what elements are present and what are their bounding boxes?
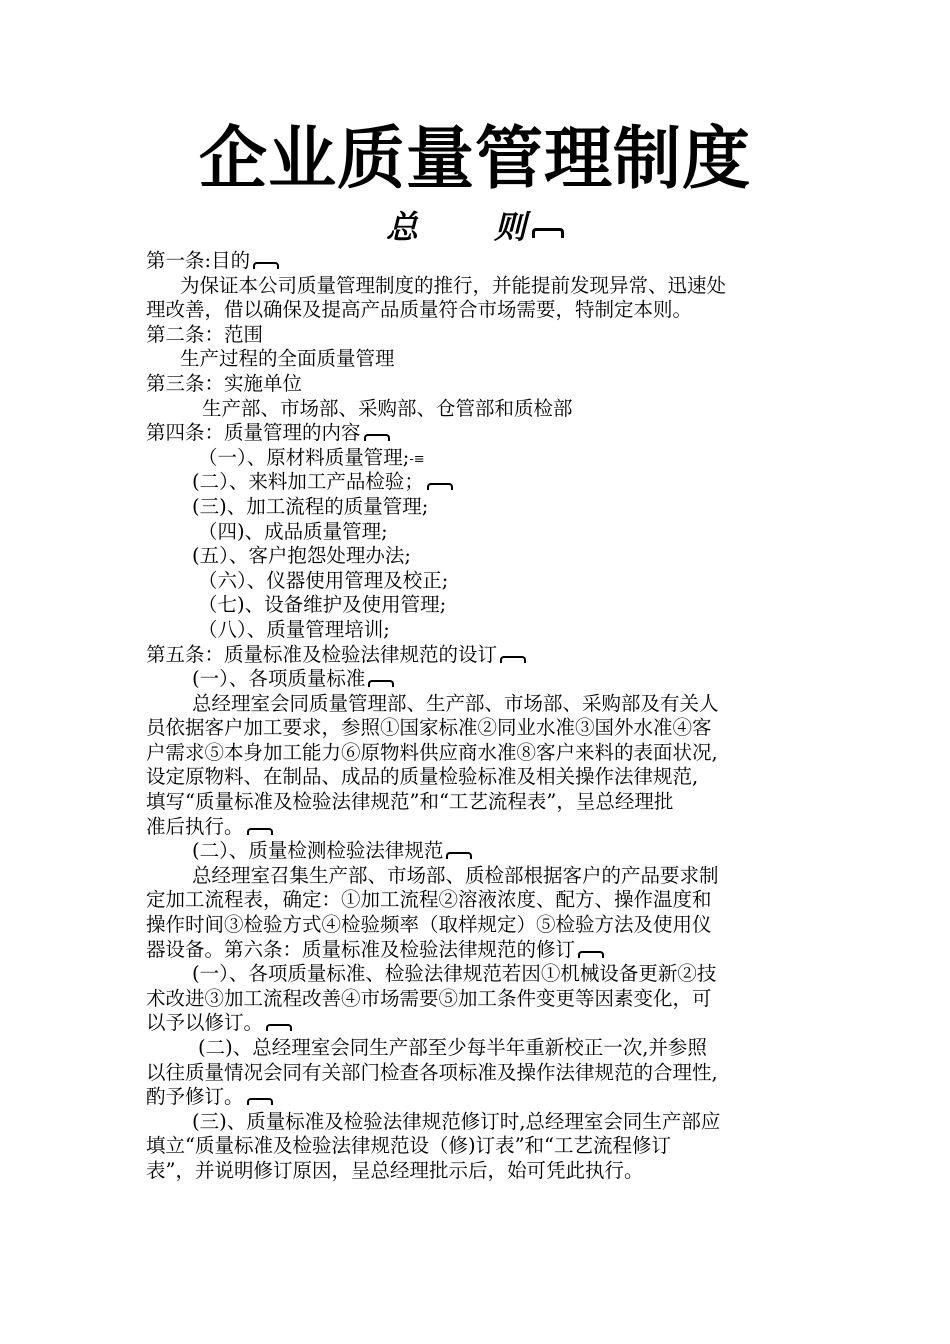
line-text: 总经理室会同质量管理部、生产部、市场部、采购部及有关人 [192,691,719,715]
section-heading [0,205,950,249]
line-text: 第三条：实施单位 [146,371,303,395]
line-text: 总经理室召集生产部、市场部、质检部根据客户的产品要求制 [192,863,719,887]
line-text: （七)、设备维护及使用管理; [198,593,447,617]
article-heading-2 [146,323,826,348]
line-text: 准后执行。 [146,814,244,838]
document-body [146,249,826,1184]
line-text: 理改善，借以确保及提高产品质量符合市场需要，特制定本则。 [146,298,693,322]
article-heading-5 [146,643,826,668]
article-heading-4 [146,421,826,446]
section-heading-line [146,667,826,692]
line-text: 酌予修订。 [146,1085,244,1109]
line-text: (三)、质量标准及检验法律规范修订时,总经理室会同生产部应 [192,1109,721,1133]
line-text: （一）、原材料质量管理; [198,445,410,469]
edit-mark-icon [247,1098,273,1105]
article-heading-1 [146,249,826,274]
section-heading-line [146,839,826,864]
paragraph-line [146,962,826,987]
edit-mark-icon [266,1024,292,1031]
document-title: 企业质量管理制度 [198,120,751,199]
line-text: (五）、客户抱怨处理办法; [192,544,411,568]
line-text: 表”，并说明修订原因，呈总经理批示后，始可凭此执行。 [146,1158,644,1182]
list-item [146,544,826,569]
paragraph-line [146,692,826,717]
line-text: 设定原物料、在制品、成品的质量检验标准及相关操作法律规范, [146,765,699,789]
paragraph-line [146,274,826,299]
line-text: 术改进③加工流程改善④市场需要⑤加工条件变更等因素变化，可 [146,986,712,1010]
line-text: （四)、成品质量管理; [198,519,388,543]
edit-mark-icon [253,262,279,269]
paragraph-line [146,1036,826,1061]
line-text: （八）、质量管理培训; [198,617,390,641]
paragraph-line [146,913,826,938]
section-heading-word-1: 总 [385,208,418,246]
edit-mark-icon [368,680,394,687]
line-text: 定加工流程表，确定：①加工流程②溶液浓度、配方、操作温度和 [146,888,712,912]
line-text: 第二条：范围 [146,322,264,346]
list-item [146,618,826,643]
paragraph-line [146,347,826,372]
paragraph-line [146,815,826,840]
line-text: 填立“质量标准及检验法律规范设（修)订表”和“工艺流程修订 [146,1134,672,1158]
edit-mark-icon [578,951,604,958]
list-item [146,520,826,545]
paragraph-line [146,716,826,741]
edit-mark-icon [446,852,472,859]
line-text: (一）、各项质量标准 [192,667,366,691]
line-text: 为保证本公司质量管理制度的推行，并能提前发现异常、迅速处 [180,273,727,297]
line-text: 第一条:目的 [146,249,251,272]
line-text: 器设备。第六条：质量标准及检验法律规范的修订 [146,937,576,961]
line-text: (三)、加工流程的质量管理; [192,494,429,518]
line-text: 第五条：质量标准及检验法律规范的设订 [146,642,498,666]
list-item [146,593,826,618]
edit-mark-icon [247,828,273,835]
paragraph-line [146,888,826,913]
line-text: (一）、各项质量标准、检验法律规范若因①机械设备更新②技 [192,962,717,986]
line-text: 户需求⑤本身加工能力⑥原物料供应商水准⑧客户来料的表面状况, [146,740,718,764]
line-text: 以往质量情况会同有关部门检查各项标准及操作法律规范的合理性, [146,1060,718,1084]
edit-mark-icon [427,483,453,490]
paragraph-line [146,397,826,422]
paragraph-line [146,987,826,1012]
line-text: 员依据客户加工要求，参照①国家标准②同业水准③国外水准④客 [146,716,712,740]
line-text: （六）、仪器使用管理及校正; [198,568,449,592]
line-text: 填写“质量标准及检验法律规范”和“工艺流程表”，呈总经理批 [146,790,674,814]
line-text: (二）、质量检测检验法律规范 [192,839,444,863]
paragraph-line [146,1061,826,1086]
line-text: (二)、总经理室会同生产部至少每半年重新校正一次,并参照 [198,1036,707,1059]
line-text: (二）、来料加工产品检验； [192,470,424,494]
paragraph-line [146,741,826,766]
section-heading-word-2: 则 [494,208,527,246]
equals-mark: -≡ [409,451,425,467]
line-text: 生产过程的全面质量管理 [180,347,395,371]
paragraph-line [146,790,826,815]
paragraph-line [146,1134,826,1159]
line-text: 生产部、市场部、采购部、仓管部和质检部 [202,396,573,420]
edit-mark-icon [500,656,526,663]
list-item [146,495,826,520]
paragraph-line [146,298,826,323]
paragraph-line [146,1011,826,1036]
line-text: 操作时间③检验方式④检验频率（取样规定）⑤检验方法及使用仪 [146,913,712,937]
line-text: 以予以修订。 [146,1011,264,1035]
paragraph-line [146,765,826,790]
list-item [146,446,826,471]
paragraph-line [146,938,826,963]
paragraph-line [146,1110,826,1135]
list-item [146,569,826,594]
article-heading-3 [146,372,826,397]
paragraph-line [146,864,826,889]
paragraph-line [146,1159,826,1184]
list-item [146,470,826,495]
line-text: 第四条：质量管理的内容 [146,421,361,445]
edit-mark-icon [532,228,564,238]
edit-mark-icon [364,434,390,441]
paragraph-line [146,1085,826,1110]
